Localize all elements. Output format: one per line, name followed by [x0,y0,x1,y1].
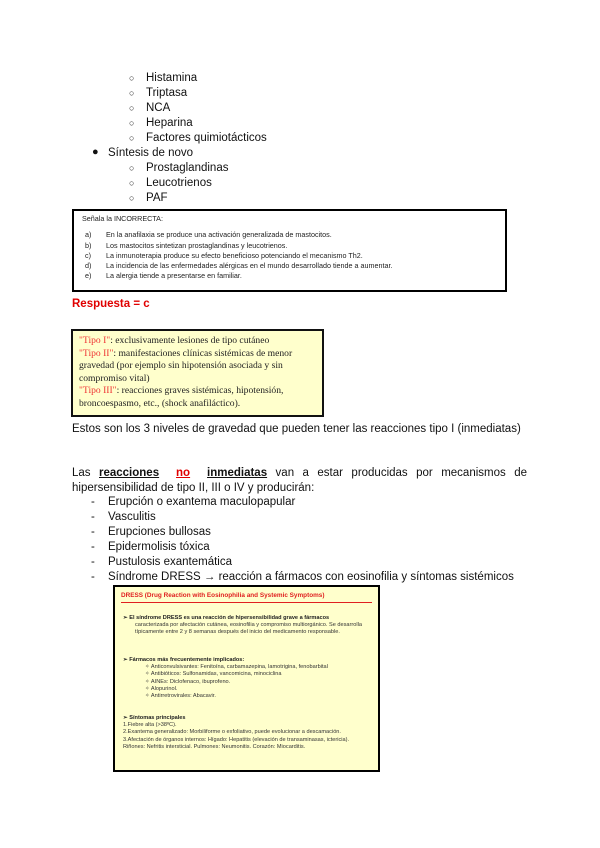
answer-label: Respuesta = c [72,298,150,310]
list-item: ○ Factores quimiotácticos [129,132,267,144]
circle-bullet-icon: ○ [129,118,135,128]
list-item: - Erupciones bullosas [91,526,211,538]
list-item: ○ NCA [129,102,171,114]
circle-bullet-icon: ○ [129,103,135,113]
question-option: e) La alergia tiende a presentarse en familiar. [85,271,242,281]
tipos-caption: Estos son los 3 niveles de gravedad que pueden tener las reacciones tipo I (inmediatas) [72,423,521,435]
list-item: ○ Heparina [129,117,193,129]
dress-image [113,585,380,772]
list-item: ● Síntesis de novo [92,146,194,159]
circle-bullet-icon: ○ [129,193,135,203]
dress-drugs: ➢ Fármacos más frecuentemente implicados: ✧ Anticonvulsivantes: Fenitoína, carbamazepina, lamotrigina, fenobarbital ✧ Antibióticos: Sulfonamidas, vancomicina, minociclina ✧ AINEs: Diclofenaco, ibuprofeno. ✧ Alopurinol. ✧ Antirretrovirales: Abacavir. [123,657,328,700]
list-item: - Vasculitis [91,511,156,523]
circle-bullet-icon: ○ [129,133,135,143]
disc-bullet-icon: ● [92,146,99,158]
list-item: - Epidermolisis tóxica [91,541,210,553]
list-item: ○ Histamina [129,72,198,84]
divider [121,602,372,603]
circle-bullet-icon: ○ [129,73,135,83]
circle-bullet-icon: ○ [129,88,135,98]
circle-bullet-icon: ○ [129,178,135,188]
paragraph: Las reacciones no inmediatas van a estar producidas por mecanismos de hipersensibilidad de tipo II, III o IV y producirán: [72,467,528,494]
type-2-line: "Tipo II": manifestaciones clínicas sistémicas de menor gravedad (por ejemplo sin hipotensión asociada y sin compromiso vital) [79,347,293,384]
dress-title: DRESS (Drug Reaction with Eosinophilia and Systemic Symptoms) [121,592,325,599]
question-option: c) La inmunoterapia produce su efecto beneficioso potenciando el mecanismo Th2. [85,250,363,260]
question-option: a) En la anafilaxia se produce una activación generalizada de mastocitos. [85,230,332,240]
question-title: Señala la INCORRECTA: [82,214,163,223]
severity-types-image [71,329,324,417]
list-item: ○ Prostaglandinas [129,162,229,174]
question-option: d) La incidencia de las enfermedades alérgicas en el mundo desarrollado tiende a aumentar. [85,261,393,271]
circle-bullet-icon: ○ [129,163,135,173]
list-item: - Síndrome DRESS → reacción a fármacos con eosinofilia y síntomas sistémicos [91,571,514,583]
type-1-line: "Tipo I": exclusivamente lesiones de tipo cutáneo [79,335,270,346]
dress-definition: ➢ El síndrome DRESS es una reacción de hipersensibilidad grave a fármacos caracterizada por afectación cutánea, eosinofilia y compromiso multiorgánico. Se desarrolla típicamente entre 2 y 8 semanas después del inicio del medicamento responsable. [123,615,362,636]
list-item: ○ Leucotrienos [129,177,212,189]
question-image [72,209,507,292]
list-item: - Erupción o exantema maculopapular [91,496,296,508]
list-item: - Pustulosis exantemática [91,556,233,568]
type-3-line: "Tipo III": reacciones graves sistémicas, hipotensión, broncoespasmo, etc., (shock anafiláctico). [79,385,284,409]
question-option: b) Los mastocitos sintetizan prostaglandinas y leucotrienos. [85,240,288,250]
list-item: ○ Triptasa [129,87,188,99]
list-item: ○ PAF [129,192,168,204]
dress-symptoms: ➢ Síntomas principales 1.Fiebre alta (>38ºC). 2.Exantema generalizado: Morbiliforme o exfoliativo, puede evolucionar a descamación. 3.Afectación de órganos internos: Hígado: Hepatitis (elevación de transaminasas, ictericia). Riñones: Nefritis intersticial. Pulmones: Neumonitis. Corazón: Miocarditis. [123,715,350,750]
